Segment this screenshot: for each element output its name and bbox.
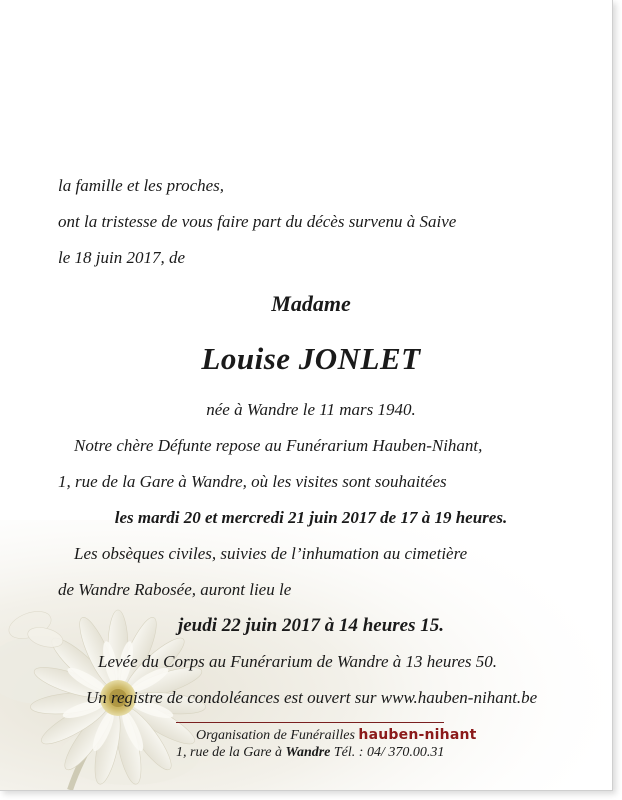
address-town: Wandre	[285, 745, 331, 760]
deceased-name: Louise JONLET	[201, 341, 421, 376]
funeral-line-1: Les obsèques civiles, suivies de l’inhumation au cimetière	[74, 544, 468, 563]
visit-hours: les mardi 20 et mercredi 21 juin 2017 de 17 à 19 heures.	[114, 508, 508, 527]
departure-line: Levée du Corps au Funérarium de Wandre à 13 heures 50.	[98, 652, 497, 671]
opening-line: la famille et les proches,	[58, 176, 225, 195]
funeral-date: jeudi 22 juin 2017 à 14 heures 15.	[177, 615, 445, 636]
address-prefix: 1, rue de la Gare à	[176, 745, 283, 760]
footer-organisation	[196, 727, 477, 744]
rest-line-1: Notre chère Défunte repose au Funérarium Hauben-Nihant,	[74, 436, 483, 455]
brand-logo-text: hauben-nihant	[358, 727, 477, 743]
register-line: Un registre de condoléances est ouvert sur www.hauben-nihant.be	[86, 688, 538, 707]
death-date-line: le 18 juin 2017, de	[58, 248, 186, 267]
honorific: Madame	[271, 291, 351, 316]
birth-line: née à Wandre le 11 mars 1940.	[206, 400, 416, 419]
footer-divider	[176, 722, 444, 723]
funeral-line-2: de Wandre Rabosée, auront lieu le	[58, 580, 292, 599]
announcement-line: ont la tristesse de vous faire part du décès survenu à Saive	[58, 212, 457, 231]
rest-line-2: 1, rue de la Gare à Wandre, où les visites sont souhaitées	[58, 472, 447, 491]
phone-number: Tél. : 04/ 370.00.31	[333, 745, 445, 760]
footer-address	[176, 745, 444, 761]
organisation-label: Organisation de Funérailles	[196, 728, 355, 743]
